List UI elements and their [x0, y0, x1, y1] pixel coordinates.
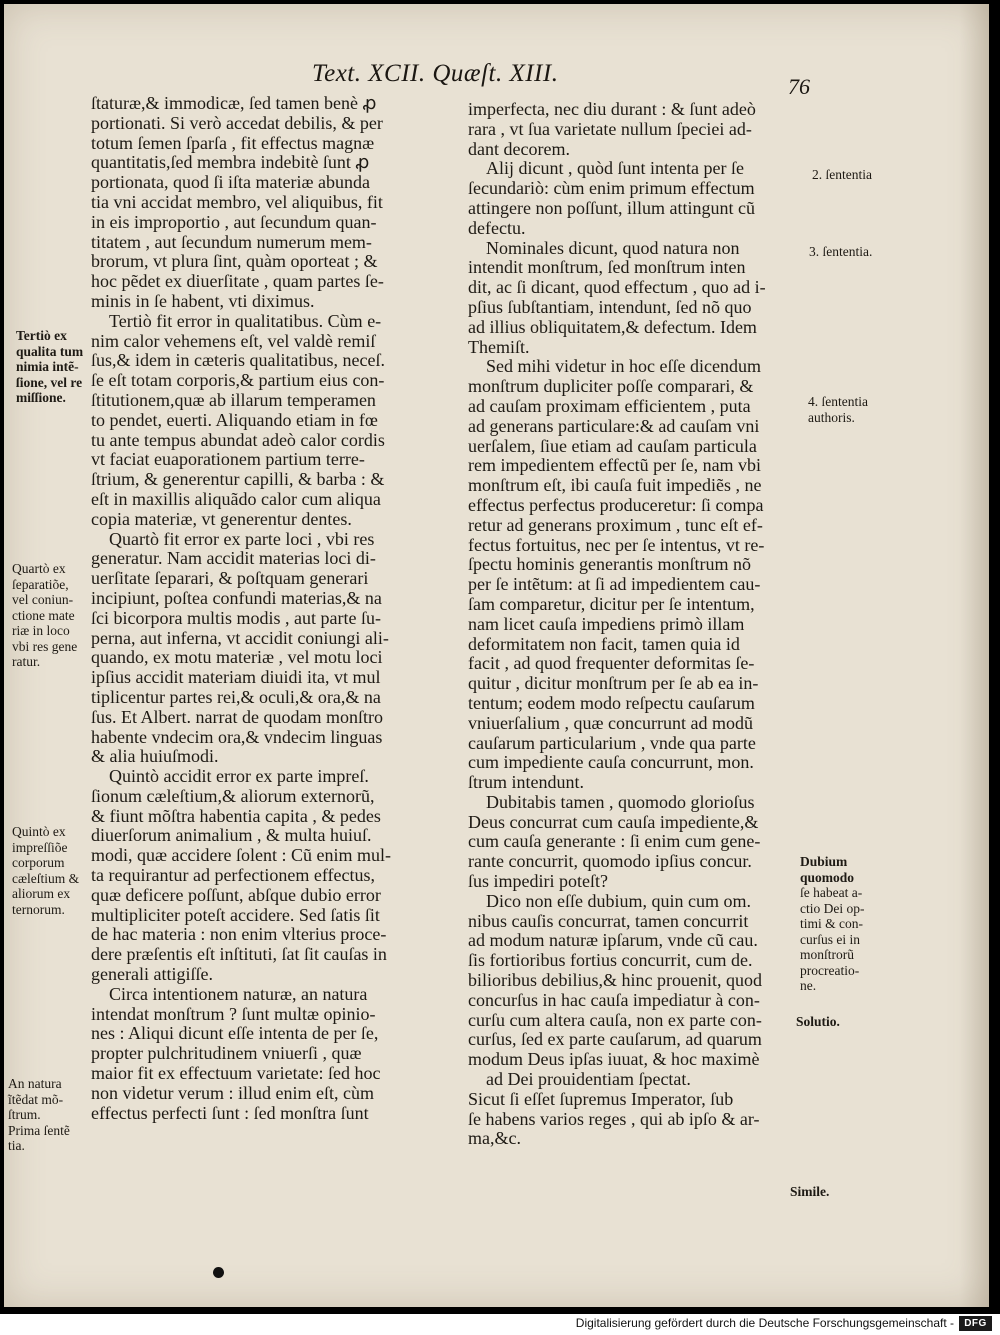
- text-line: Nominales dicunt, quod natura non: [486, 237, 740, 258]
- text-line: ad illius obliquitatem,& defectum. Idem: [468, 316, 757, 337]
- text-line: rara , vt ſua varietate nullum ſpeciei ad-: [468, 118, 752, 139]
- text-line: uerſalem, ſiue etiam ad cauſam particula: [468, 435, 757, 456]
- text-line: dere præſentis eſt inſtituti, ſat ſit cauſas in: [91, 944, 387, 965]
- text-line: Quintò accidit error ex parte impreſ.: [109, 766, 369, 787]
- text-line: copia materiæ, vt generentur dentes.: [91, 508, 352, 529]
- text-line: ad Dei prouidentiam ſpectat.: [486, 1069, 691, 1090]
- text-line: minis in ſe habent, vti diximus.: [91, 290, 315, 311]
- text-line: curſu cum altera cauſa, non ex parte con-: [468, 1009, 762, 1030]
- footer-credit: Digitalisierung gefördert durch die Deutsche Forschungsgemeinschaft -: [575, 1316, 954, 1330]
- text-line: deformitatem non facit, tamen quia id: [468, 633, 740, 654]
- margin-gloss-line: timi & con-: [800, 916, 863, 931]
- margin-gloss-line: impreſſiõe: [12, 839, 68, 855]
- text-line: generali attigiſſe.: [91, 964, 213, 985]
- text-line: ſtrium, & generentur capilli, & barba : &: [91, 469, 385, 490]
- text-line: Sed mihi videtur in hoc eſſe dicendum: [486, 356, 761, 377]
- footer-bar: [0, 1314, 1000, 1335]
- text-line: Dubitabis tamen , quomodo glorioſus: [486, 791, 755, 812]
- text-line: ſci bicorpora multis modis , aut parte ſu-: [91, 607, 381, 628]
- margin-gloss-line: curſus ei in: [800, 931, 860, 947]
- text-line: incipiunt, poſtea confundi materias,& na: [91, 587, 382, 608]
- text-line: dit, ac ſi dicant, quod effectum , quo ad i-: [468, 277, 766, 298]
- text-line: & fiunt mõſtra habentia capita , & pedes: [91, 805, 381, 826]
- text-line: tentum; eodem modo reſpectu cauſarum: [468, 692, 755, 713]
- margin-gloss-line: 4. ſententia: [808, 394, 868, 409]
- text-line: nibus cauſis concurrat, tamen concurrit: [468, 910, 749, 931]
- text-line: intendat monſtrum ? ſunt multæ opinio-: [91, 1003, 376, 1024]
- text-line: pſius ſubſtantiam, intendunt, ſed nõ quo: [468, 296, 752, 317]
- margin-gloss-line: monſtrorũ: [800, 947, 854, 962]
- text-line: ſam comparetur, dicitur per ſe intentum,: [468, 593, 755, 614]
- margin-gloss-line: ĩtẽdat mõ-: [8, 1091, 64, 1107]
- text-line: de hac materia : non enim vlterius proce-: [91, 924, 387, 945]
- text-line: modum Deus ipſas iuuat, & hoc maximè: [468, 1049, 760, 1070]
- text-line: ſis fortioribus fortius concurrit, cum de.: [468, 950, 753, 971]
- text-line: modi, quæ accidere ſolent : Cũ enim mul-: [91, 845, 391, 866]
- text-line: eſt in maxillis aliquãdo calor cum aliqua: [91, 488, 381, 509]
- text-line: quæ deficere poſſunt, abſque dubio error: [91, 884, 381, 905]
- text-line: ad cauſam proximam efficientem , puta: [468, 395, 751, 416]
- margin-gloss-line: Tertiò ex: [16, 328, 67, 343]
- left-column-text: [91, 94, 459, 1123]
- text-line: Tertiò fit error in qualitatibus. Cùm e-: [109, 310, 382, 331]
- text-line: ſtaturæ,& immodicæ, ſed tamen benè ꝓ: [91, 93, 377, 113]
- text-line: portionata, quod ſi iſta materiæ abunda: [91, 172, 370, 193]
- text-line: & alia huiuſmodi.: [91, 746, 219, 767]
- margin-gloss-line: vbi res gene: [12, 638, 78, 654]
- text-line: to pendet, euerti. Aliquando etiam in fœ: [91, 409, 378, 430]
- margin-gloss-line: An natura: [8, 1076, 62, 1091]
- margin-gloss-line: authoris.: [808, 409, 855, 425]
- dfg-logo: DFG: [959, 1316, 992, 1331]
- text-line: ſecundariò: cùm enim primum effectum: [468, 178, 755, 199]
- text-line: quitur , dicitur monſtrum per ſe ab ea in-: [468, 673, 759, 694]
- margin-gloss-line: ratur.: [12, 654, 41, 669]
- text-line: ſe eſt totam corporis,& partium eius con-: [91, 370, 385, 391]
- text-line: imperfecta, nec diu durant : & ſunt adeò: [468, 99, 756, 119]
- margin-gloss-line: Solutio.: [796, 1014, 840, 1029]
- text-line: ſus,& idem in cæteris qualitatibus, neceſ.: [91, 350, 385, 371]
- text-line: effectus perfectus produceretur: ſi compa: [468, 494, 764, 515]
- text-line: attingere non poſſunt, illum attingunt cũ: [468, 197, 755, 218]
- text-line: ad generans particulare:& ad cauſam vni: [468, 415, 760, 436]
- margin-gloss-line: nimia intẽ-: [16, 359, 79, 374]
- text-line: ſtrum intendunt.: [468, 772, 584, 793]
- text-line: maior fit ex effectuum varietate: ſed hoc: [91, 1063, 381, 1084]
- text-line: concurſus in hac cauſa impediatur à con-: [468, 989, 760, 1010]
- text-line: rante concurrit, quomodo ipſius concur.: [468, 851, 752, 872]
- margin-gloss-line: ctione mate: [12, 607, 75, 623]
- margin-gloss-line: cæleſtium &: [12, 870, 80, 886]
- text-line: habente vndecim ora,& vndecim linguas: [91, 726, 383, 747]
- running-header: Text. XCII. Quæſt. XIII.: [312, 60, 559, 87]
- text-line: ad modum naturæ ipſarum, vnde cũ cau.: [468, 930, 758, 951]
- ink-spot: [213, 1267, 224, 1278]
- text-line: portionati. Si verò accedat debilis, & per: [91, 112, 383, 133]
- text-line: Alij dicunt , quòd ſunt intenta per ſe: [486, 158, 744, 179]
- margin-gloss-line: procreatio-: [800, 962, 860, 978]
- right-column-text: [468, 100, 808, 1149]
- text-line: monſtrum dupliciter poſſe comparari, &: [468, 376, 754, 397]
- text-line: Dico non eſſe dubium, quin cum om.: [486, 890, 751, 911]
- text-line: multipliciter poteſt accidere. Sed ſatis ſit: [91, 904, 380, 925]
- text-line: totum ſemen ſparſa , fit effectus magnæ: [91, 132, 375, 153]
- text-line: defectu.: [468, 217, 526, 238]
- text-line: propter pulchritudinem vniuerſi , quæ: [91, 1043, 362, 1064]
- text-line: perna, aut inferna, vt accidit coniungi ali-: [91, 627, 389, 648]
- text-line: hoc pẽdet ex diuerſitate , quam partes ſe-: [91, 271, 384, 292]
- text-line: ta requirantur ad perfectionem effectus,: [91, 865, 376, 886]
- margin-gloss-line: qualita tum: [16, 343, 84, 359]
- margin-gloss-line: corporum: [12, 855, 65, 870]
- text-line: intendit monſtrum, ſed monſtrum inten: [468, 257, 746, 278]
- text-line: dant decorem.: [468, 138, 570, 159]
- page-number: 76: [788, 74, 810, 99]
- text-line: ſe habens varios reges , qui ab ipſo & ar-: [468, 1108, 760, 1129]
- text-line: effectus perfecti ſunt : ſed monſtra ſunt: [91, 1102, 369, 1123]
- text-line: per ſe intẽtum: at ſi ad impedientem cau-: [468, 574, 761, 595]
- text-line: facit , ad quod frequenter deformitas ſe-: [468, 653, 755, 674]
- margin-gloss-line: aliorum ex: [12, 886, 71, 901]
- text-line: ſtitutionem,quæ ab illarum temperamen: [91, 389, 376, 410]
- text-line: cauſarum particularium , vnde qua parte: [468, 732, 756, 753]
- text-line: Circa intentionem naturæ, an natura: [109, 983, 368, 1004]
- text-line: Themiſt.: [468, 336, 530, 357]
- margin-gloss-line: Quartò ex: [12, 561, 66, 576]
- text-line: ſionum cæleſtium,& aliorum externorũ,: [91, 785, 375, 806]
- text-line: cum impediente cauſa concurrunt, mon.: [468, 752, 754, 773]
- text-line: nes : Aliqui dicunt eſſe intenta de per ſe,: [91, 1023, 379, 1044]
- text-line: Quartò fit error ex parte loci , vbi res: [109, 528, 375, 549]
- text-line: retur ad generans proximum , tunc eſt ef-: [468, 514, 763, 535]
- text-line: vniuerſalium , quæ concurrunt ad modũ: [468, 712, 753, 733]
- text-line: bilioribus debilius,& hinc prouenit, quod: [468, 970, 762, 991]
- text-line: uerſitate ſeparari, & poſtquam generari: [91, 568, 369, 589]
- text-line: cum cauſa generante : ſi enim cum gene-: [468, 831, 761, 852]
- text-line: ſpectu hominis generantis monſtrum nõ: [468, 554, 751, 575]
- margin-gloss-line: ctio Dei op-: [800, 900, 865, 916]
- text-line: Sicut ſi eſſet ſupremus Imperator, ſub: [468, 1088, 734, 1109]
- text-line: rem impedientem effectũ per ſe, nam vbi: [468, 455, 762, 476]
- margin-gloss-line: vel coniun-: [12, 592, 74, 607]
- margin-gloss-line: Quintò ex: [12, 824, 66, 839]
- margin-gloss-line: ne.: [800, 978, 817, 993]
- margin-gloss-line: quomodo: [800, 869, 855, 885]
- text-line: quando, ex motu materiæ , vel motu loci: [91, 647, 383, 668]
- text-line: tia vni accidat membro, vel aliquibus, fit: [91, 191, 383, 212]
- text-line: fectus fortuitus, nec per ſe intentus, vt re-: [468, 534, 765, 555]
- text-line: tu ante tempus abundat adeò calor cordis: [91, 429, 385, 450]
- text-line: diuerſorum animalium , & multa huiuſ.: [91, 825, 372, 846]
- margin-gloss-line: Dubium: [800, 854, 848, 869]
- text-line: ma,&c.: [468, 1128, 521, 1149]
- margin-gloss-line: Prima ſentẽ: [8, 1122, 70, 1138]
- margin-gloss-line: riæ in loco: [12, 623, 70, 638]
- text-line: brorum, vt plura ſint, quàm oporteat ; &: [91, 251, 378, 272]
- text-line: Deus concurrat cum cauſa impediente,&: [468, 811, 759, 832]
- margin-gloss-line: miſſione.: [16, 390, 66, 405]
- book-page: [4, 4, 989, 1307]
- text-line: curſus, ſed ex parte cauſarum, ad quarum: [468, 1029, 762, 1050]
- text-line: ipſius accidit materiam diuidi ita, vt mul: [91, 667, 381, 688]
- margin-gloss-line: tia.: [8, 1138, 25, 1153]
- text-line: monſtrum eſt, ibi cauſa fuit impediẽs , ne: [468, 475, 762, 496]
- text-line: non videtur verum : illud enim eſt, cùm: [91, 1082, 374, 1103]
- margin-gloss-line: ſtrum.: [8, 1107, 41, 1122]
- margin-gloss-line: Simile.: [790, 1184, 830, 1199]
- text-line: titatem , aut ſecundum numerum mem-: [91, 231, 372, 252]
- text-line: nim calor vehemens eſt, vel valdè remiſ: [91, 330, 376, 351]
- text-line: vt faciat euaporationem partium terre-: [91, 449, 365, 470]
- text-line: in eis improportio , aut ſecundum quan-: [91, 211, 377, 232]
- text-line: nam licet cauſa impediens primò illam: [468, 613, 745, 634]
- text-line: ſus. Et Albert. narrat de quodam monſtro: [91, 706, 383, 727]
- margin-gloss-line: ſe habeat a-: [800, 885, 863, 900]
- margin-gloss-line: ternorum.: [12, 901, 65, 917]
- text-line: ſus impediri poteſt?: [468, 871, 608, 892]
- margin-gloss-line: 2. ſententia: [812, 167, 872, 182]
- margin-gloss-line: ſione, vel re: [16, 374, 83, 390]
- text-line: quantitatis,ſed membra indebitè ſunt ꝓ: [91, 152, 370, 173]
- margin-gloss-line: ſeparatiõe,: [12, 576, 69, 592]
- text-line: generatur. Nam accidit materias loci di-: [91, 548, 376, 569]
- margin-gloss-line: 3. ſententia.: [809, 244, 873, 259]
- text-line: tiplicentur partes rei,& oculi,& ora,& na: [91, 686, 381, 707]
